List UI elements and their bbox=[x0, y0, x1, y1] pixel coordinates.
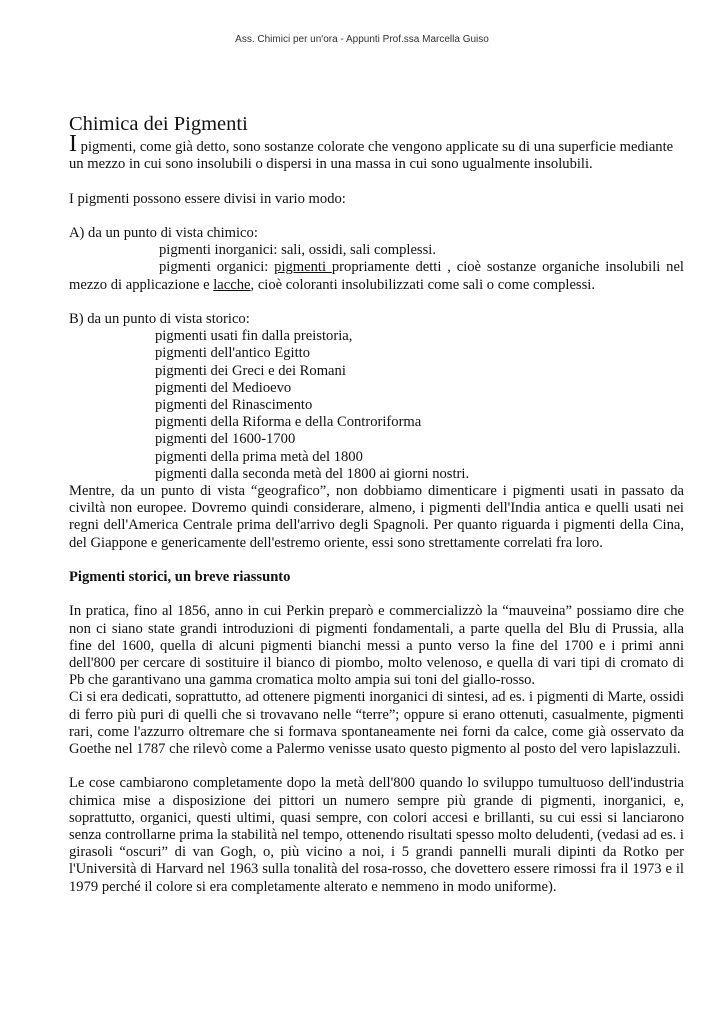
list-item: pigmenti della prima metà del 1800 bbox=[155, 448, 363, 465]
list-item: pigmenti dei Greci e dei Romani bbox=[155, 362, 346, 379]
section-a-line-inorganic: pigmenti inorganici: sali, ossidi, sali complessi. bbox=[159, 242, 436, 259]
spacer bbox=[69, 552, 684, 569]
section-a-line-organic bbox=[69, 259, 684, 293]
storici-paragraph-1: In pratica, fino al 1856, anno in cui Perkin preparò e commercializzò la “mauveina” possiamo dire che non ci siano state grandi introduzioni di pigmenti fondamentali, a parte quella del Blu di Prussia, alla fine del 1600, quella di alcuni pigmenti bianchi messi a punto verso la fine del 1700 e i primi anni dell'800 per cercare di sostituire il bianco di piombo, molto velenoso, e quella di vari tipi di cromato di Pb che garantivano una gamma cromatica molto ampia sui toni del giallo-rosso. bbox=[69, 603, 684, 689]
organic-description: propriamente detti , cioè sostanze organiche insolubili nel mezzo di applicazione e bbox=[69, 259, 684, 293]
document-title: Chimica dei Pigmenti bbox=[69, 113, 248, 135]
spacer bbox=[69, 208, 684, 225]
organic-prefix: pigmenti organici: bbox=[159, 259, 275, 276]
spacer bbox=[69, 758, 684, 775]
storici-paragraph-2: Ci si era dedicati, soprattutto, ad ottenere pigmenti inorganici di sintesi, ad es. i pigmenti di Marte, ossidi di ferro più puri di quelli che si trovavano nelle “terre”; oppure si erano ottenuti, casualmente, pigmenti rari, come l'azzurro oltremare che si formava spontaneamente nei forni da calce, come già osservato da Goethe nel 1787 che rilevò come a Palermo venisse usato questo pigmento al posto del vero lapislazzuli. bbox=[69, 689, 684, 758]
intro-paragraph bbox=[69, 131, 684, 173]
section-a-heading: A) da un punto di vista chimico: bbox=[69, 224, 258, 241]
page-header: Ass. Chimici per un'ora - Appunti Prof.ssa Marcella Guiso bbox=[235, 34, 489, 45]
list-item: pigmenti dell'antico Egitto bbox=[155, 345, 311, 362]
list-item: pigmenti della Riforma e della Controriforma bbox=[155, 414, 422, 431]
list-item: pigmenti dalla seconda metà del 1800 ai giorni nostri. bbox=[155, 465, 470, 482]
spacer bbox=[69, 173, 684, 190]
geographic-paragraph: Mentre, da un punto di vista “geografico”, non dobbiamo dimenticare i pigmenti usati in passato da civiltà non europee. Dovremo quindi considerare, almeno, i pigmenti dell'India antica e quelli usati nei regni dell'America Centrale prima dell'arrivo degli Spagnoli. Per quanto riguarda i pigmenti della Cina, del Giappone e genericamente dell'estremo oriente, essi sono strettamente correlati fra loro. bbox=[69, 483, 684, 551]
organic-end: , cioè coloranti insolubilizzati come sali o come complessi. bbox=[250, 276, 595, 293]
section-b-heading: B) da un punto di vista storico: bbox=[69, 310, 250, 327]
historical-list bbox=[69, 328, 684, 483]
storici-paragraph-3: Le cose cambiarono completamente dopo la metà dell'800 quando lo sviluppo tumultuoso dell'industria chimica mise a disposizione dei pittori un numero sempre più grande di pigmenti, inorganici, e, soprattutto, organici, questi ultimi, quasi sempre, con colori accesi e brillanti, su cui essi si lanciarono senza controllarne prima la stabilità nel tempo, ottenendo risultati spesso molto deludenti, (vedasi ad es. i girasoli “oscuri” di van Gogh, o, più vicino a noi, i 5 grandi pannelli murali dipinti da Rotko per l'Università di Harvard nel 1963 sulla tonalità del rosa-rosso, che dovettero essere rimossi fra il 1973 e il 1979 perché il colore si era completamente alterato e nemmeno in modo uniforme). bbox=[69, 775, 684, 895]
list-item: pigmenti del Rinascimento bbox=[155, 397, 313, 413]
list-item: pigmenti del Medioevo bbox=[155, 379, 292, 396]
intro-text: pigmenti, come già detto, sono sostanze colorate che vengono applicate su di una superficie mediante un mezzo in cui sono insolubili o dispersi in una massa in cui sono ugualmente insolubili. bbox=[69, 139, 674, 173]
document-body bbox=[69, 112, 684, 896]
section-heading-storici: Pigmenti storici, un breve riassunto bbox=[69, 569, 291, 586]
spacer bbox=[69, 294, 684, 311]
list-item: pigmenti del 1600-1700 bbox=[155, 431, 296, 448]
spacer bbox=[69, 586, 684, 603]
underlined-pigmenti: pigmenti bbox=[274, 259, 332, 276]
list-item: pigmenti usati fin dalla preistoria, bbox=[155, 328, 353, 345]
division-intro: I pigmenti possono essere divisi in vario modo: bbox=[69, 190, 346, 207]
drop-cap: I bbox=[69, 131, 77, 157]
underlined-lacche: lacche bbox=[213, 276, 251, 293]
